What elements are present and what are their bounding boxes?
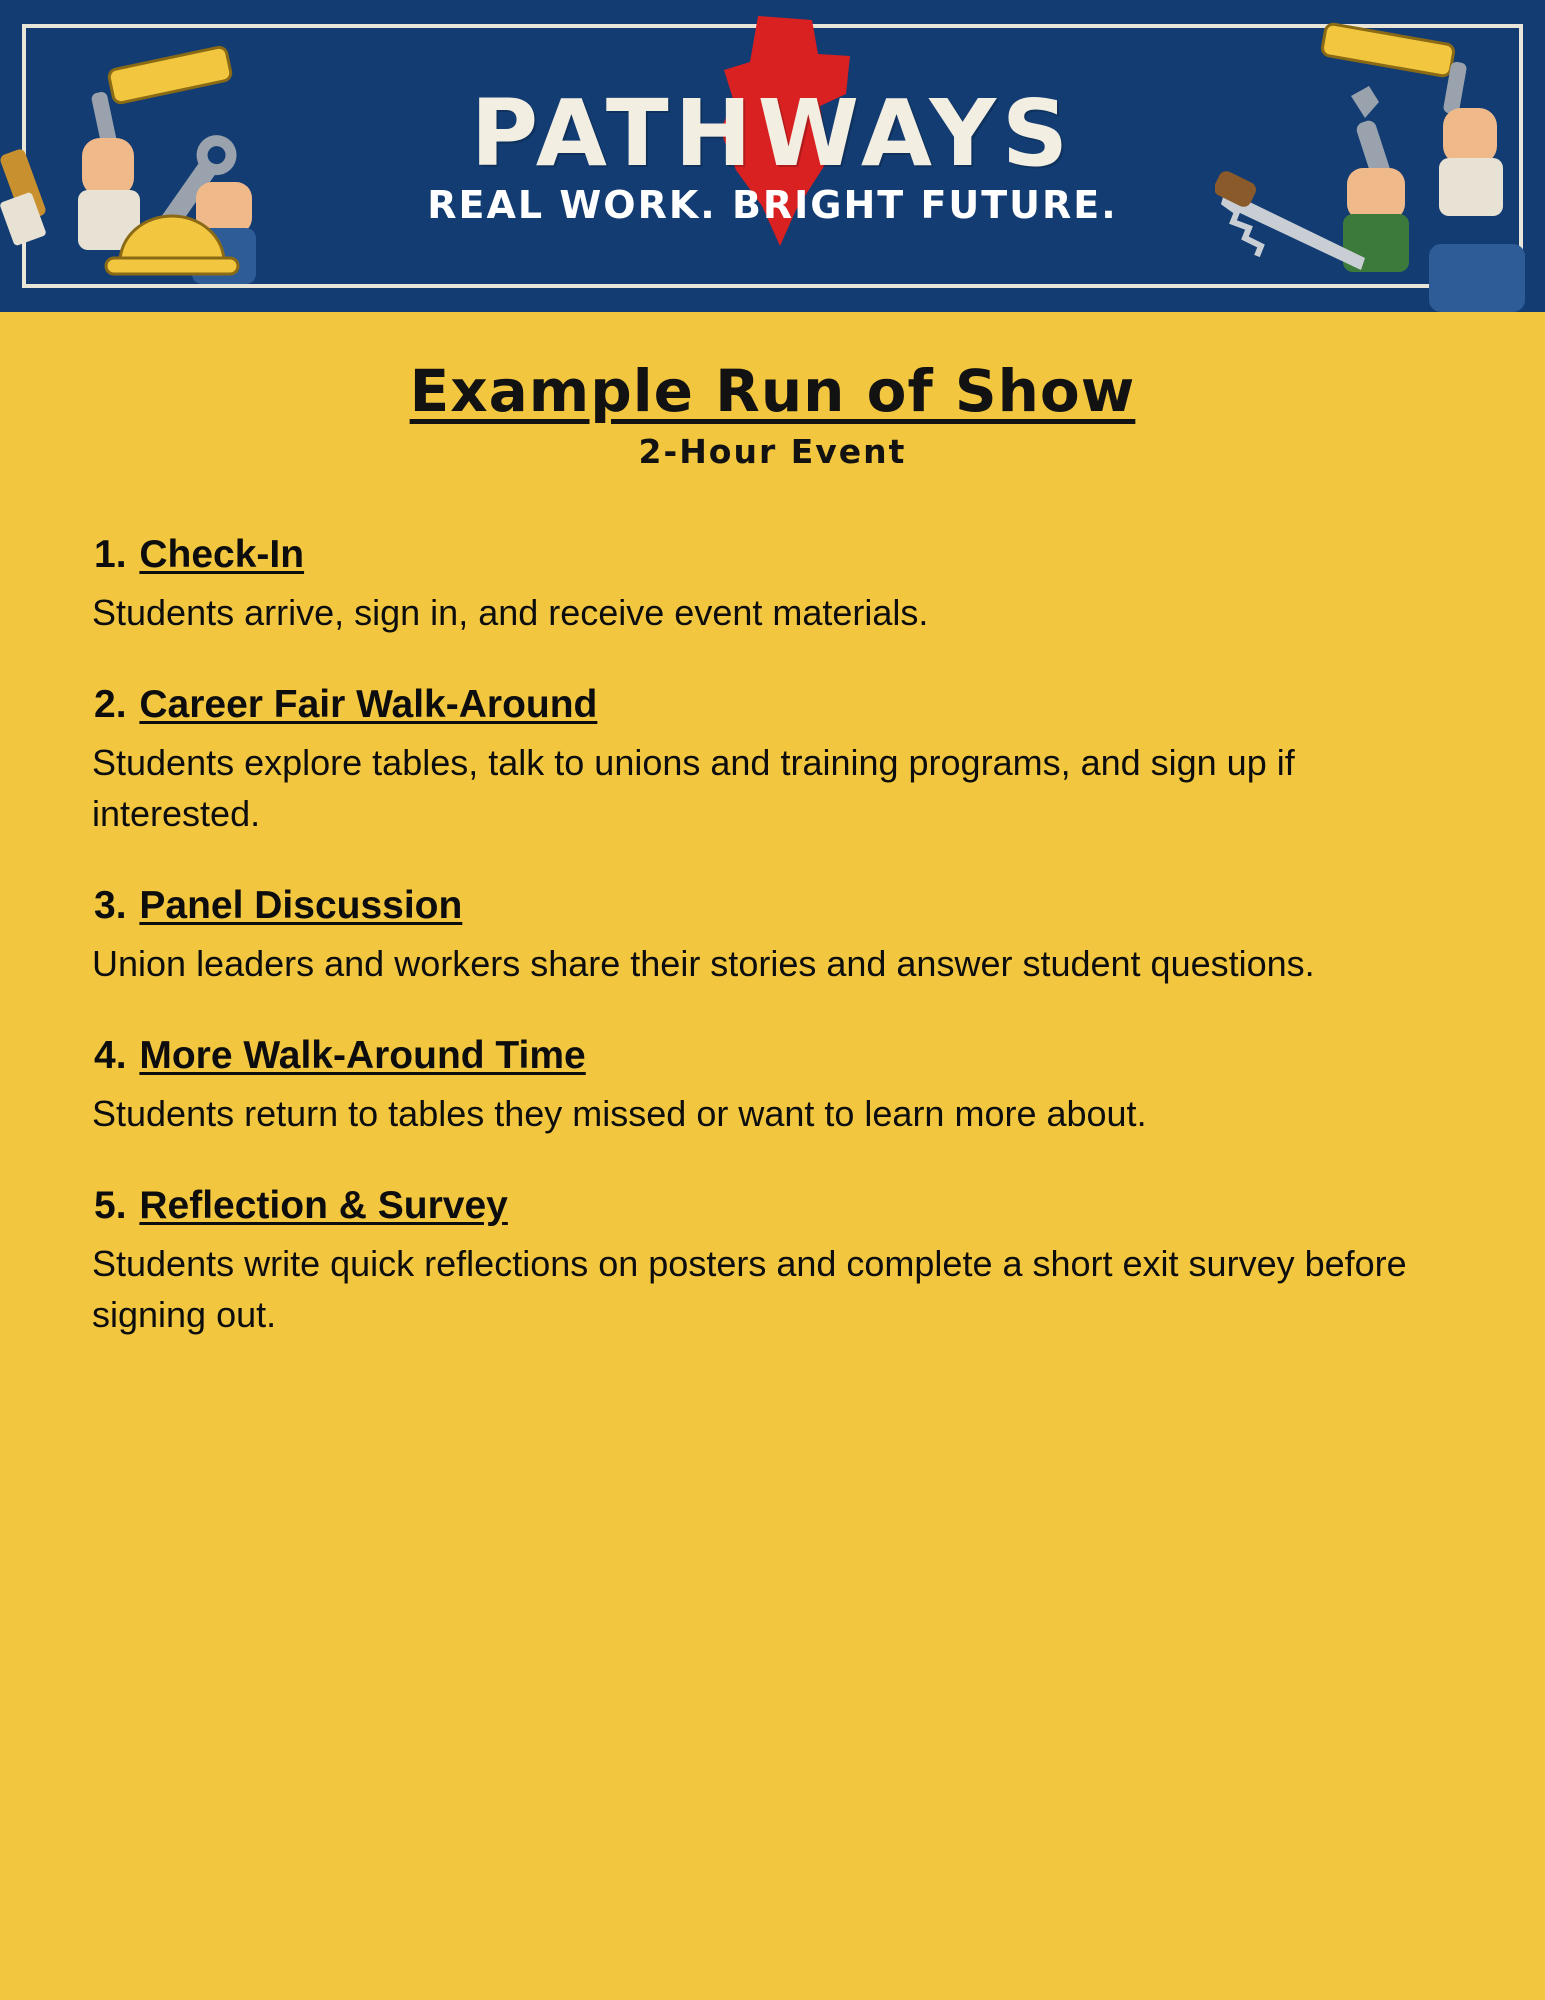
agenda-item-number: 4. — [94, 1033, 127, 1077]
page-title: Example Run of Show — [409, 357, 1136, 425]
agenda-item — [86, 1033, 1459, 1139]
agenda-item-number: 1. — [94, 533, 127, 577]
agenda-item-description: Students write quick reflections on posters and complete a short exit survey before signing out. — [92, 1242, 1407, 1335]
agenda-item-number: 2. — [94, 683, 127, 726]
agenda-item-heading — [94, 682, 1459, 729]
agenda-item — [86, 1183, 1459, 1340]
header-banner — [0, 0, 1545, 312]
agenda-item-number: 3. — [94, 884, 127, 928]
banner-title: PATHWAYS — [470, 80, 1075, 187]
agenda-item — [86, 682, 1459, 839]
agenda-item-heading — [94, 532, 1459, 579]
agenda-item-description: Students explore tables, talk to unions and training programs, and sign up if interested. — [92, 741, 1295, 834]
agenda-item-description: Students arrive, sign in, and receive event materials. — [92, 591, 929, 633]
agenda-item-title: Panel Discussion — [139, 884, 463, 928]
agenda-item-title: More Walk-Around Time — [139, 1033, 586, 1077]
banner-text-group — [0, 0, 1545, 312]
page-subtitle: 2-Hour Event — [638, 431, 907, 471]
agenda-item-heading — [94, 1183, 1459, 1230]
agenda-item-description: Students return to tables they missed or want to learn more about. — [92, 1092, 1147, 1134]
agenda-item-description: Union leaders and workers share their stories and answer student questions. — [92, 942, 1315, 984]
agenda-item-title: Check-In — [139, 533, 305, 577]
agenda-item — [86, 883, 1459, 989]
agenda-item-heading — [94, 1033, 1459, 1080]
banner-subtitle: REAL WORK. BRIGHT FUTURE. — [427, 183, 1118, 227]
agenda-item — [86, 532, 1459, 638]
agenda-item-title: Career Fair Walk-Around — [139, 683, 598, 726]
document-body — [0, 312, 1545, 1340]
agenda-item-number: 5. — [94, 1183, 127, 1227]
agenda-item-heading — [94, 883, 1459, 930]
agenda-item-title: Reflection & Survey — [139, 1183, 508, 1227]
